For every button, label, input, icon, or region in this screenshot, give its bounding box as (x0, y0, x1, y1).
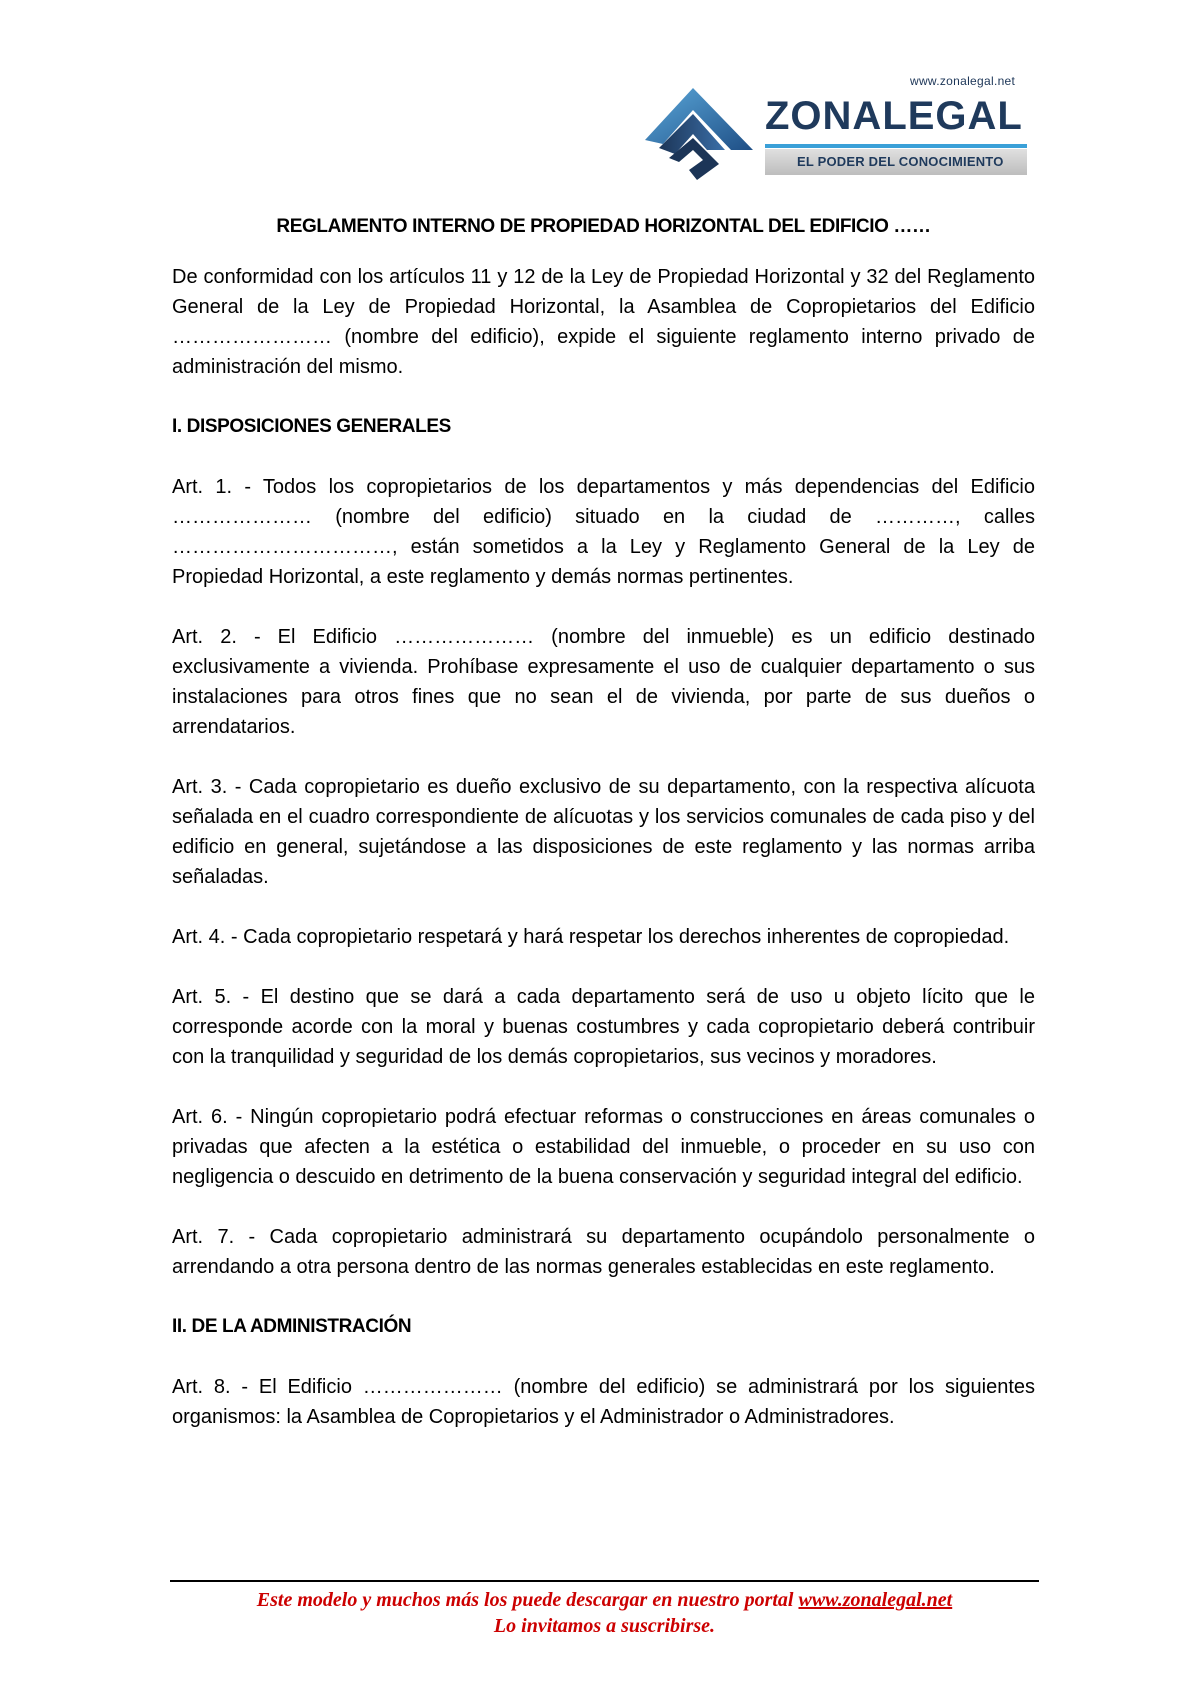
logo-name: ZONALEGAL (765, 94, 1023, 138)
logo-underline (765, 144, 1027, 148)
article-8: Art. 8. - El Edificio ………………… (nombre del edificio) se administrará por los siguientes organismos: la Asamblea de Copropietarios y el Administrador o Administradores. (172, 1376, 1035, 1428)
article-1: Art. 1. - Todos los copropietarios de los departamentos y más dependencias del Edificio ………………… (nombre del edificio) situado en la ciudad de …………, calles ……………………………, están sometidos a la Ley y Reglamento General de la Ley de Propiedad Horizontal, a este reglamento y demás normas pertinentes. (172, 476, 1035, 588)
article-3: Art. 3. - Cada copropietario es dueño exclusivo de su departamento, con la respectiva alícuota señalada en el cuadro correspondiente de alícuotas y los servicios comunales de cada piso y del edificio en general, sujetándose a las disposiciones de este reglamento y las normas arriba señaladas. (172, 776, 1035, 888)
article-4: Art. 4. - Cada copropietario respetará y hará respetar los derechos inherentes de copropiedad. (172, 926, 1010, 948)
article-2: Art. 2. - El Edificio ………………… (nombre del inmueble) es un edificio destinado exclusivamente a vivienda. Prohíbase expresamente el uso de cualquier departamento o sus instalaciones para otros fines que no sean el de vivienda, por parte de sus dueños o arrendatarios. (172, 626, 1035, 738)
house-roof-icon (645, 88, 755, 180)
section-heading-2: II. DE LA ADMINISTRACIÓN (172, 1316, 412, 1337)
section-heading-1: I. DISPOSICIONES GENERALES (172, 416, 451, 437)
article-7: Art. 7. - Cada copropietario administrará su departamento ocupándolo personalmente o arrendando a otra persona dentro de las normas generales establecidas en este reglamento. (172, 1226, 1035, 1278)
document-body (172, 212, 1035, 1462)
document-title: REGLAMENTO INTERNO DE PROPIEDAD HORIZONTAL DEL EDIFICIO …… (276, 216, 931, 237)
zonalegal-logo (645, 70, 1030, 185)
footer-portal-link[interactable]: www.zonalegal.net (798, 1589, 953, 1611)
article-6: Art. 6. - Ningún copropietario podrá efectuar reformas o construcciones en áreas comunales o privadas que afecten a la estética o estabilidad del inmueble, o proceder en su uso con negligencia o descuido en detrimento de la buena conservación y seguridad integral del edificio. (172, 1106, 1035, 1188)
footer-divider (170, 1580, 1039, 1582)
logo-url: www.zonalegal.net (910, 74, 1016, 88)
footer-line-1 (170, 1587, 1039, 1613)
footer-line-2: Lo invitamos a suscribirse. (493, 1615, 716, 1637)
footer-promo-text: Este modelo y muchos más los puede descargar en nuestro portal (256, 1589, 799, 1611)
footer (170, 1587, 1039, 1639)
article-5: Art. 5. - El destino que se dará a cada departamento será de uso u objeto lícito que le corresponde acorde con la moral y buenas costumbres y cada copropietario deberá contribuir con la tranquilidad y seguridad de los demás copropietarios, sus vecinos y moradores. (172, 986, 1035, 1068)
intro-paragraph: De conformidad con los artículos 11 y 12 de la Ley de Propiedad Horizontal y 32 del Reglamento General de la Ley de Propiedad Horizontal, la Asamblea de Copropietarios del Edificio …………………… (nombre del edificio), expide el siguiente reglamento interno privado de administración del mismo. (172, 266, 1035, 378)
logo-tagline: EL PODER DEL CONOCIMIENTO (765, 149, 1027, 175)
